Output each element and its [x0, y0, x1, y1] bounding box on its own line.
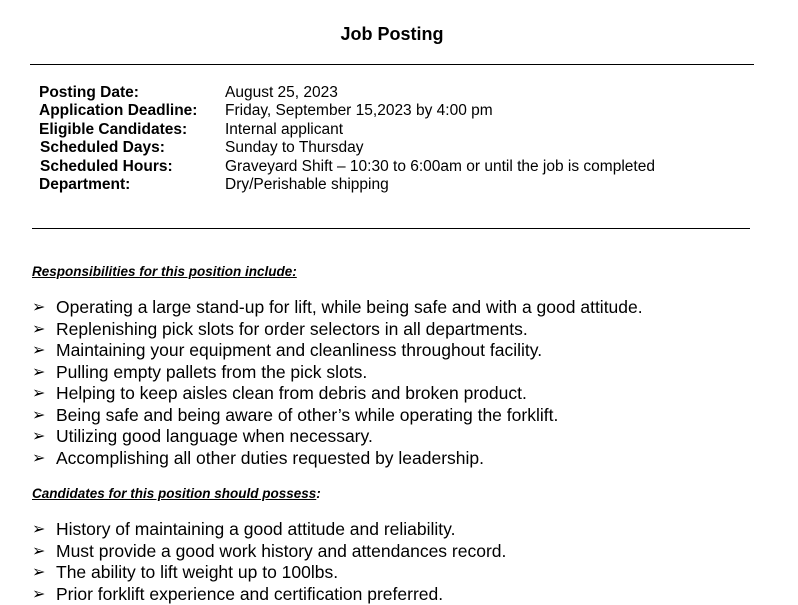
- info-value: Graveyard Shift – 10:30 to 6:00am or until the job is completed: [225, 158, 655, 176]
- list-item: [32, 319, 643, 341]
- info-label: Scheduled Hours:: [39, 158, 225, 176]
- candidates-heading: [32, 486, 321, 501]
- info-value: August 25, 2023: [225, 84, 338, 102]
- list-item-text: Maintaining your equipment and cleanliness throughout facility.: [56, 340, 542, 362]
- list-item: [32, 541, 506, 563]
- responsibilities-heading: [32, 264, 297, 279]
- info-label: Posting Date:: [39, 84, 225, 102]
- info-row-posting-date: [39, 84, 655, 102]
- arrow-bullet-icon: ➢: [32, 340, 56, 362]
- list-item: [32, 297, 643, 319]
- arrow-bullet-icon: ➢: [32, 541, 56, 563]
- arrow-bullet-icon: ➢: [32, 448, 56, 470]
- list-item-text: Utilizing good language when necessary.: [56, 426, 373, 448]
- candidates-heading-text: Candidates for this position should possess: [32, 486, 316, 501]
- list-item-text: Replenishing pick slots for order selectors in all departments.: [56, 319, 528, 341]
- list-item: [32, 383, 643, 405]
- arrow-bullet-icon: ➢: [32, 319, 56, 341]
- info-value: Sunday to Thursday: [225, 139, 363, 157]
- info-label: Department:: [39, 176, 225, 194]
- arrow-bullet-icon: ➢: [32, 383, 56, 405]
- candidates-heading-suffix: :: [316, 486, 321, 501]
- arrow-bullet-icon: ➢: [32, 584, 56, 605]
- responsibilities-list: [32, 297, 643, 469]
- arrow-bullet-icon: ➢: [32, 405, 56, 427]
- top-divider: [30, 64, 754, 65]
- middle-divider: [32, 228, 750, 229]
- list-item-text: Helping to keep aisles clean from debris and broken product.: [56, 383, 527, 405]
- list-item: [32, 362, 643, 384]
- arrow-bullet-icon: ➢: [32, 426, 56, 448]
- info-row-application-deadline: [39, 102, 655, 120]
- arrow-bullet-icon: ➢: [32, 519, 56, 541]
- list-item-text: Accomplishing all other duties requested by leadership.: [56, 448, 484, 470]
- list-item: [32, 562, 506, 584]
- list-item: [32, 448, 643, 470]
- list-item-text: Operating a large stand-up for lift, while being safe and with a good attitude.: [56, 297, 643, 319]
- arrow-bullet-icon: ➢: [32, 297, 56, 319]
- list-item: [32, 426, 643, 448]
- arrow-bullet-icon: ➢: [32, 362, 56, 384]
- info-value: Friday, September 15,2023 by 4:00 pm: [225, 102, 493, 120]
- list-item: [32, 340, 643, 362]
- list-item-text: History of maintaining a good attitude and reliability.: [56, 519, 455, 541]
- list-item-text: Must provide a good work history and attendances record.: [56, 541, 506, 563]
- candidates-list: [32, 519, 506, 605]
- document-title: Job Posting: [0, 24, 784, 45]
- info-value: Internal applicant: [225, 121, 343, 139]
- info-label: Scheduled Days:: [39, 139, 225, 157]
- info-row-scheduled-days: [39, 139, 655, 157]
- list-item: [32, 519, 506, 541]
- list-item-text: The ability to lift weight up to 100lbs.: [56, 562, 338, 584]
- responsibilities-heading-text: Responsibilities for this position include:: [32, 264, 297, 279]
- info-row-eligible-candidates: [39, 121, 655, 139]
- info-label: Eligible Candidates:: [39, 121, 225, 139]
- info-row-scheduled-hours: [39, 158, 655, 176]
- posting-info-table: [39, 84, 655, 194]
- info-value: Dry/Perishable shipping: [225, 176, 389, 194]
- list-item: [32, 405, 643, 427]
- list-item-text: Pulling empty pallets from the pick slots.: [56, 362, 367, 384]
- list-item-text: Prior forklift experience and certification preferred.: [56, 584, 443, 605]
- list-item: [32, 584, 506, 605]
- info-label: Application Deadline:: [39, 102, 225, 120]
- info-row-department: [39, 176, 655, 194]
- list-item-text: Being safe and being aware of other’s while operating the forklift.: [56, 405, 558, 427]
- arrow-bullet-icon: ➢: [32, 562, 56, 584]
